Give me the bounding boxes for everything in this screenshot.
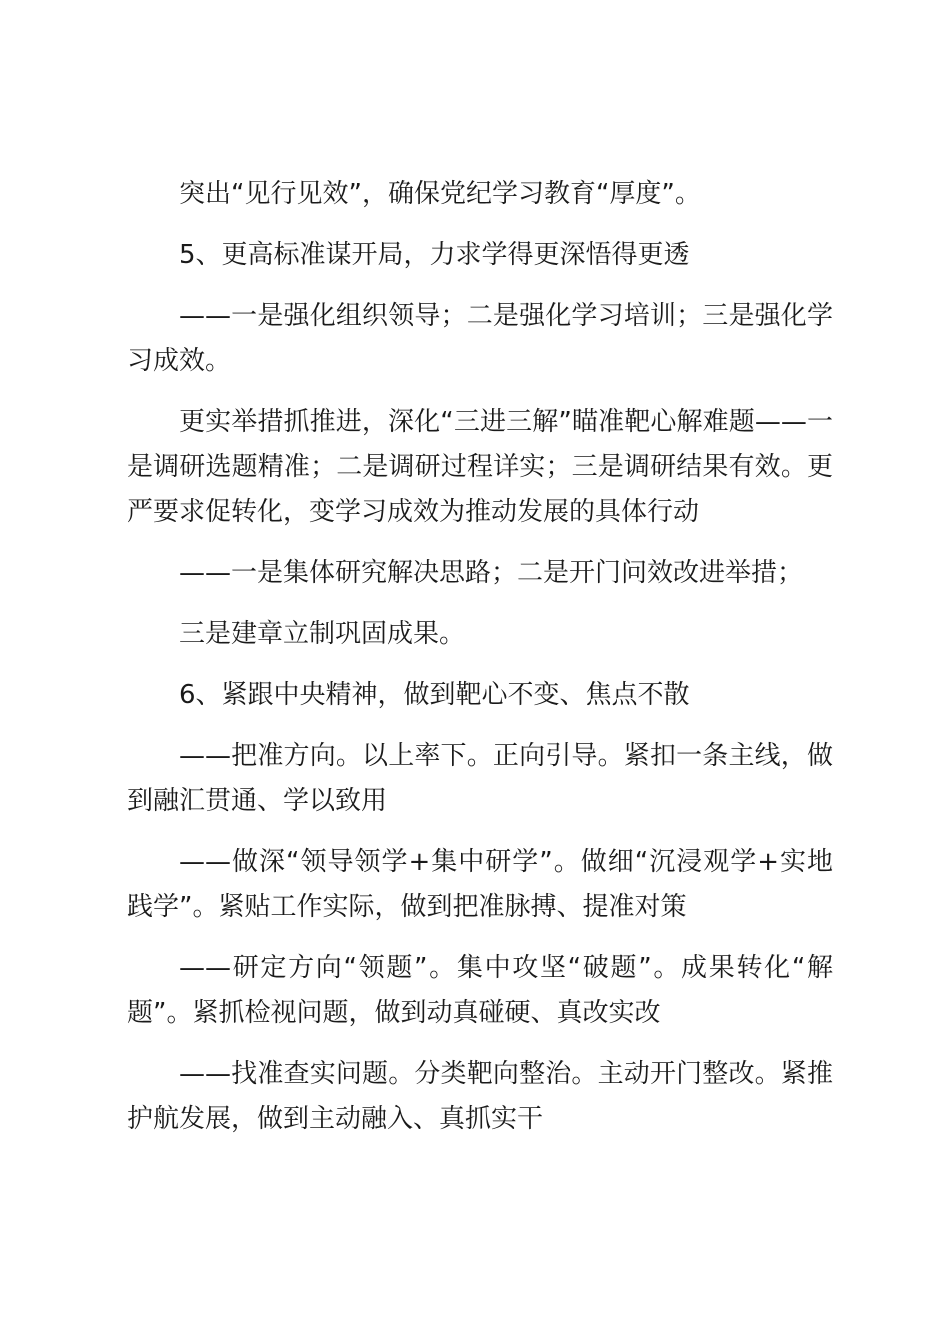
section-heading-5: 5、更高标准谋开局，力求学得更深悟得更透	[179, 240, 690, 270]
paragraph-8: ——把准方向。以上率下。正向引导。紧扣一条主线，做到融汇贯通、学以致用	[127, 741, 833, 816]
paragraph-9: ——做深“领导领学+集中研学”。做细“沉浸观学+实地践学”。紧贴工作实际，做到把准脉搏、提准对策	[127, 847, 833, 922]
paragraph-6: 三是建章立制巩固成果。	[179, 619, 466, 649]
paragraph-11: ——找准查实问题。分类靶向整治。主动开门整改。紧推护航发展，做到主动融入、真抓实干	[127, 1059, 833, 1134]
document-body	[127, 172, 833, 1158]
paragraph-3: ——一是强化组织领导；二是强化学习培训；三是强化学习成效。	[127, 301, 833, 376]
section-heading-6: 6、紧跟中央精神，做到靶心不变、焦点不散	[179, 680, 690, 710]
paragraph-4: 更实举措抓推进，深化“三进三解”瞄准靶心解难题——一是调研选题精准；二是调研过程详实；三是调研结果有效。更严要求促转化，变学习成效为推动发展的具体行动	[127, 407, 833, 527]
paragraph-5: ——一是集体研究解决思路；二是开门问效改进举措；	[179, 558, 804, 588]
paragraph-10: ——研定方向“领题”。集中攻坚“破题”。成果转化“解题”。紧抓检视问题，做到动真碰硬、真改实改	[127, 953, 833, 1028]
paragraph-1: 突出“见行见效”，确保党纪学习教育“厚度”。	[179, 179, 701, 209]
